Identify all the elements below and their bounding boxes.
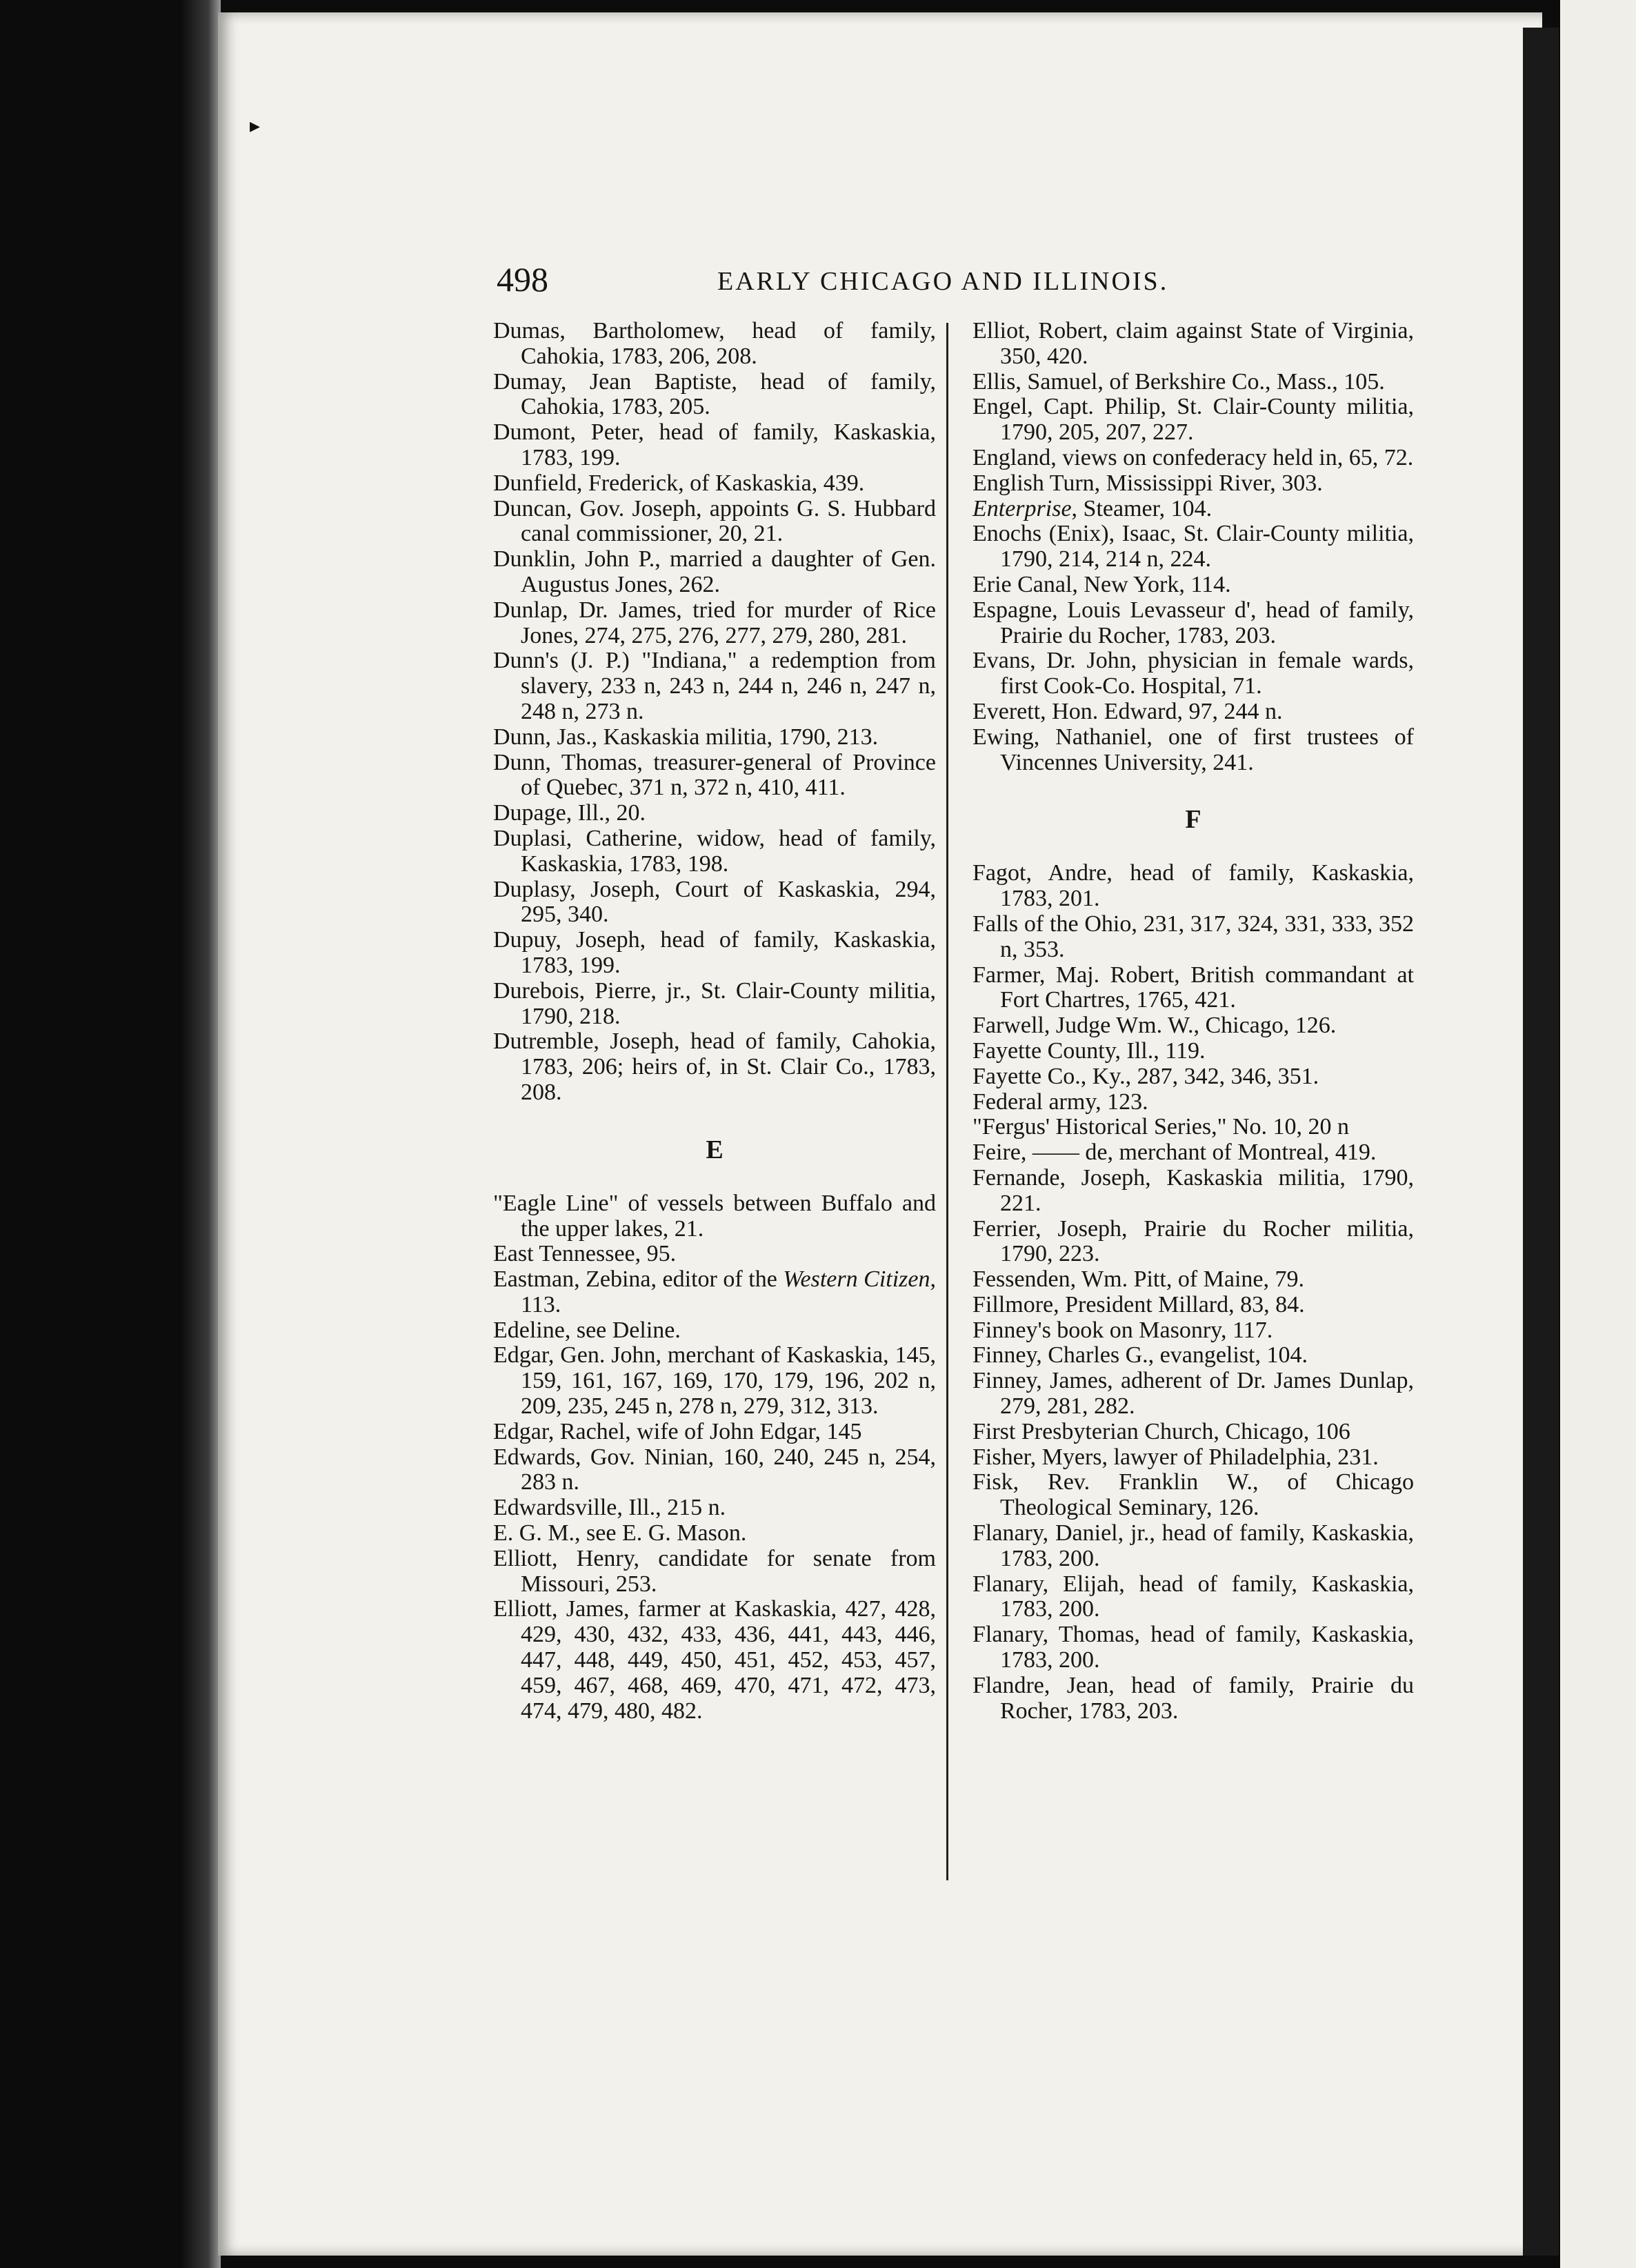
section-letter-e: E — [706, 1135, 724, 1164]
index-entry: Fisk, Rev. Franklin W., of Chicago Theological Seminary, 126. — [972, 1469, 1414, 1521]
index-entry: Espagne, Louis Levasseur d', head of family, Prairie du Rocher, 1783, 203. — [972, 597, 1414, 648]
index-entry: Duplasy, Joseph, Court of Kaskaskia, 294, 295, 340. — [493, 876, 936, 928]
index-entry: Dunfield, Frederick, of Kaskaskia, 439. — [493, 470, 865, 496]
index-entry: Fillmore, President Millard, 83, 84. — [972, 1291, 1305, 1317]
book-gutter-shadow — [179, 0, 221, 2268]
index-entry: Ferrier, Joseph, Prairie du Rocher militia, 1790, 223. — [972, 1215, 1414, 1267]
index-entry-enterprise: Enterprise, Steamer, 104. — [972, 495, 1213, 521]
index-entry: Finney, James, adherent of Dr. James Dunlap, 279, 281, 282. — [972, 1368, 1414, 1420]
index-entry: Flanary, Daniel, jr., head of family, Kaskaskia, 1783, 200. — [972, 1520, 1414, 1571]
index-entry: Finney, Charles G., evangelist, 104. — [972, 1342, 1308, 1369]
index-entry: Engel, Capt. Philip, St. Clair-County militia, 1790, 205, 207, 227. — [972, 394, 1414, 446]
index-entry: Fernande, Joseph, Kaskaskia militia, 1790, 221. — [972, 1164, 1414, 1216]
index-entry: English Turn, Mississippi River, 303. — [972, 470, 1323, 496]
entries-e2-group — [493, 1318, 936, 1724]
index-entry: First Presbyterian Church, Chicago, 106 — [972, 1418, 1350, 1444]
running-title: EARLY CHICAGO AND ILLINOIS. — [717, 267, 1169, 296]
index-entry: Flanary, Thomas, head of family, Kaskaskia, 1783, 200. — [972, 1622, 1414, 1673]
index-entry: Edwards, Gov. Ninian, 160, 240, 245 n, 254, 283 n. — [493, 1444, 936, 1495]
index-entry: Ewing, Nathaniel, one of first trustees of Vincennes University, 241. — [972, 724, 1414, 775]
index-entry: Evans, Dr. John, physician in female wards, first Cook-Co. Hospital, 71. — [972, 648, 1414, 699]
index-entry: Feire, —— de, merchant of Montreal, 419. — [972, 1140, 1377, 1166]
index-entry: Erie Canal, New York, 114. — [972, 571, 1231, 597]
entries-e-right-group — [972, 319, 1414, 497]
index-entry: Fessenden, Wm. Pitt, of Maine, 79. — [972, 1266, 1304, 1293]
index-entry: "Fergus' Historical Series," No. 10, 20 n — [972, 1114, 1350, 1140]
index-entry: Fayette Co., Ky., 287, 342, 346, 351. — [972, 1063, 1319, 1089]
index-entry: Elliot, Robert, claim against State of Virginia, 350, 420. — [972, 318, 1414, 369]
right-index-column — [972, 319, 1414, 1724]
index-entry: Dumont, Peter, head of family, Kaskaskia, 1783, 199. — [493, 419, 936, 470]
index-entry: Edgar, Gen. John, merchant of Kaskaskia, 145, 159, 161, 167, 169, 170, 179, 196, 202 n, 209, 235, 245 n, 278 n, 279, 312, 313. — [493, 1342, 936, 1420]
index-entry: Edwardsville, Ill., 215 n. — [493, 1495, 726, 1521]
next-page-edge — [1523, 28, 1559, 2256]
left-index-column — [493, 319, 936, 1724]
entries-d-group — [493, 319, 936, 1106]
page-number: 498 — [497, 260, 548, 299]
index-entry: Dumay, Jean Baptiste, head of family, Cahokia, 1783, 205. — [493, 368, 936, 420]
index-entry: Elliott, Henry, candidate for senate from Missouri, 253. — [493, 1545, 936, 1597]
index-entry: E. G. M., see E. G. Mason. — [493, 1520, 747, 1546]
adjacent-page-strip — [1560, 0, 1636, 2268]
column-divider — [946, 323, 948, 1880]
index-entry: Dutremble, Joseph, head of family, Cahokia, 1783, 206; heirs of, in St. Clair Co., 1783, 208. — [493, 1028, 936, 1105]
index-entry: Fagot, Andre, head of family, Kaskaskia, 1783, 201. — [972, 860, 1414, 912]
index-entry: Farmer, Maj. Robert, British commandant at Fort Chartres, 1765, 421. — [972, 962, 1414, 1013]
index-entry-eastman: Eastman, Zebina, editor of the Western Citizen, 113. — [493, 1266, 936, 1317]
index-entry: Edgar, Rachel, wife of John Edgar, 145 — [493, 1418, 862, 1444]
index-entry: England, views on confederacy held in, 65, 72. — [972, 444, 1414, 470]
entries-f-group — [972, 861, 1414, 1724]
index-entry: Ellis, Samuel, of Berkshire Co., Mass., 105. — [972, 368, 1385, 395]
index-entry: "Eagle Line" of vessels between Buffalo and the upper lakes, 21. — [493, 1190, 936, 1242]
index-entry: Dupage, Ill., 20. — [493, 800, 646, 826]
index-entry: Everett, Hon. Edward, 97, 244 n. — [972, 698, 1283, 724]
index-entry: Federal army, 123. — [972, 1088, 1148, 1115]
entries-e-right-group-2 — [972, 521, 1414, 775]
page-header — [497, 259, 1435, 307]
index-entry: Elliott, James, farmer at Kaskaskia, 427, 428, 429, 430, 432, 433, 436, 441, 443, 446, 447, 448, 449, 450, 451, 452, 453, 457, 459, 467, 468, 469, 470, 471, 472, 473, 474, 479, 480, 482. — [493, 1596, 936, 1724]
index-entry: Edeline, see Deline. — [493, 1317, 681, 1343]
index-entry: Flandre, Jean, head of family, Prairie du Rocher, 1783, 203. — [972, 1672, 1414, 1724]
index-entry: Dunklin, John P., married a daughter of Gen. Augustus Jones, 262. — [493, 546, 936, 597]
index-entry: Farwell, Judge Wm. W., Chicago, 126. — [972, 1013, 1337, 1039]
index-entry: Dunn, Jas., Kaskaskia militia, 1790, 213. — [493, 724, 879, 750]
index-entry: Duplasi, Catherine, widow, head of family, Kaskaskia, 1783, 198. — [493, 825, 936, 877]
index-entry: Dunn's (J. P.) "Indiana," a redemption from slavery, 233 n, 243 n, 244 n, 246 n, 247 n, 248 n, 273 n. — [493, 648, 936, 724]
entries-e-group — [493, 1191, 936, 1267]
index-entry: Durebois, Pierre, jr., St. Clair-County militia, 1790, 218. — [493, 977, 936, 1029]
index-entry: Dunn, Thomas, treasurer-general of Province of Quebec, 371 n, 372 n, 410, 411. — [493, 749, 936, 801]
index-entry: Dupuy, Joseph, head of family, Kaskaskia, 1783, 199. — [493, 927, 936, 978]
index-entry: Fayette County, Ill., 119. — [972, 1037, 1206, 1064]
index-entry: Duncan, Gov. Joseph, appoints G. S. Hubbard canal commissioner, 20, 21. — [493, 495, 936, 547]
index-entry: Flanary, Elijah, head of family, Kaskaskia, 1783, 200. — [972, 1571, 1414, 1622]
index-entry: Dunlap, Dr. James, tried for murder of Rice Jones, 274, 275, 276, 277, 279, 280, 281. — [493, 597, 936, 648]
index-entry: Enochs (Enix), Isaac, St. Clair-County militia, 1790, 214, 214 n, 224. — [972, 521, 1414, 573]
index-entry: Finney's book on Masonry, 117. — [972, 1317, 1273, 1343]
section-letter-f: F — [1185, 805, 1201, 835]
index-entry: Fisher, Myers, lawyer of Philadelphia, 231. — [972, 1444, 1379, 1470]
margin-speck-top: ▸ — [250, 115, 261, 137]
index-entry: Falls of the Ohio, 231, 317, 324, 331, 333, 352 n, 353. — [972, 911, 1414, 962]
index-entry: East Tennessee, 95. — [493, 1241, 677, 1267]
index-entry: Dumas, Bartholomew, head of family, Cahokia, 1783, 206, 208. — [493, 318, 936, 369]
